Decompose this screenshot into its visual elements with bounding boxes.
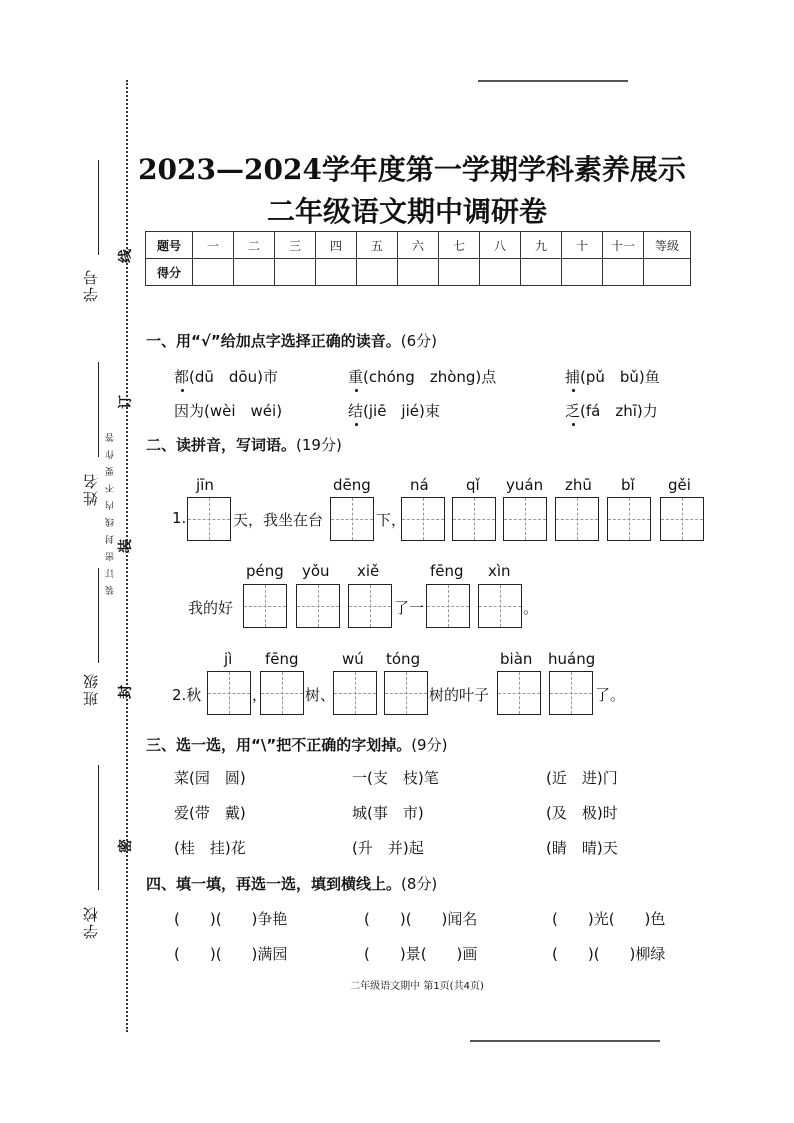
char-grid[interactable] — [260, 671, 304, 715]
s1-item-2[interactable] — [348, 366, 496, 387]
score-header-cell: 六 — [398, 232, 439, 259]
score-header-cell: 四 — [316, 232, 357, 259]
school-label: 学校 — [82, 905, 100, 939]
score-table-header-row — [146, 232, 691, 259]
seal-char-zhuang: 装 — [118, 539, 134, 553]
char-grid[interactable] — [555, 497, 599, 541]
s3-item[interactable]: 爱(带 戴) — [174, 804, 246, 822]
s3-item[interactable]: (及 极)时 — [546, 804, 618, 822]
s2-line2-text1: 我的好 — [188, 599, 234, 617]
score-cell[interactable] — [193, 259, 234, 286]
s2-line3-text3: 树的叶子 — [429, 686, 490, 704]
pinyin: péng — [246, 562, 284, 580]
section4-title: 四、填一填，再选一选，填到横线上。 — [146, 875, 402, 893]
pinyin: tóng — [386, 650, 421, 668]
s1-options: (jiē jié)束 — [363, 402, 440, 420]
char-grid[interactable] — [187, 497, 231, 541]
pinyin: zhū — [565, 476, 592, 494]
char-grid[interactable] — [401, 497, 445, 541]
s3-item[interactable]: (睛 晴)天 — [546, 839, 618, 857]
score-header-cell: 一 — [193, 232, 234, 259]
class-field — [98, 568, 99, 663]
class-label: 班级 — [82, 672, 100, 706]
pinyin: gěi — [668, 476, 691, 494]
score-cell[interactable] — [439, 259, 480, 286]
char-grid[interactable] — [503, 497, 547, 541]
score-header-cell: 五 — [357, 232, 398, 259]
pinyin: qǐ — [466, 476, 480, 494]
page-footer: 二年级语文期中 第1页(共4页) — [350, 981, 484, 992]
pinyin: dēng — [333, 476, 371, 494]
char-grid[interactable] — [497, 671, 541, 715]
s2-line3-text4: 了。 — [595, 686, 626, 704]
s2-line3-text2: 树、 — [305, 686, 336, 704]
s1-item-4[interactable] — [174, 400, 282, 421]
s1-item-6[interactable] — [565, 400, 658, 421]
section3-title: 三、选一选，用“\”把不正确的字划掉。 — [146, 736, 412, 754]
pinyin: ná — [410, 476, 429, 494]
score-table-score-row — [146, 259, 691, 286]
char-grid[interactable] — [296, 584, 340, 628]
s1-item-1[interactable] — [174, 366, 278, 387]
char-grid[interactable] — [549, 671, 593, 715]
s4-item[interactable]: ( )( )柳绿 — [552, 945, 666, 963]
char-grid[interactable] — [348, 584, 392, 628]
seal-char-feng: 封 — [118, 685, 134, 699]
s1-dotted-char: 结 — [348, 402, 364, 420]
char-grid[interactable] — [426, 584, 470, 628]
char-grid[interactable] — [384, 671, 428, 715]
char-grid[interactable] — [333, 671, 377, 715]
score-cell[interactable] — [644, 259, 691, 286]
score-header-cell: 七 — [439, 232, 480, 259]
char-grid[interactable] — [478, 584, 522, 628]
score-header-cell: 等级 — [644, 232, 691, 259]
s1-options: (chóng zhòng)点 — [363, 368, 497, 386]
section2-title: 二、读拼音，写词语。 — [146, 436, 297, 454]
score-cell[interactable] — [480, 259, 521, 286]
s2-line2-text3: 。 — [523, 599, 539, 617]
pinyin: bǐ — [621, 476, 635, 494]
pinyin: biàn — [500, 650, 533, 668]
s1-dotted-char: 乏 — [565, 402, 581, 420]
s2-line1-text2: 下， — [376, 511, 407, 529]
exam-title: 2023—2024学年度第一学期学科素养展示 — [138, 153, 686, 186]
section1-heading — [146, 330, 437, 351]
s1-options: (fá zhī)力 — [580, 402, 658, 420]
score-cell[interactable] — [562, 259, 603, 286]
s1-dotted-char: 重 — [348, 368, 364, 386]
s4-item[interactable]: ( )( )闻名 — [364, 910, 478, 928]
seal-char-xian: 线 — [118, 249, 134, 263]
score-cell[interactable] — [234, 259, 275, 286]
s1-options: (pǔ bǔ)鱼 — [580, 368, 660, 386]
s3-item[interactable]: (升 并)起 — [352, 839, 424, 857]
pinyin: yuán — [506, 476, 544, 494]
s4-item[interactable]: ( )光( )色 — [552, 910, 666, 928]
s1-options: 为(wèi wéi) — [189, 402, 283, 420]
score-header-cell: 九 — [521, 232, 562, 259]
school-field — [98, 765, 99, 890]
score-header-cell: 二 — [234, 232, 275, 259]
s3-item[interactable]: 菜(园 圆) — [174, 769, 246, 787]
student-id-label: 学号 — [82, 268, 100, 302]
s2-line2-text2: 了一 — [394, 599, 425, 617]
pinyin: fēng — [265, 650, 299, 668]
section4-heading — [146, 873, 437, 894]
score-header-cell: 三 — [275, 232, 316, 259]
section4-points: (8分) — [401, 875, 438, 893]
pinyin: huáng — [548, 650, 596, 668]
s3-item[interactable]: 一(支 枝)笔 — [352, 769, 439, 787]
score-cell[interactable] — [316, 259, 357, 286]
top-rule — [478, 80, 628, 82]
char-grid[interactable] — [207, 671, 251, 715]
section1-points: (6分) — [400, 332, 437, 350]
score-cell[interactable] — [275, 259, 316, 286]
s1-dotted-char: 都 — [174, 368, 190, 386]
binding-note: 装订密封线内不要作答 — [106, 425, 116, 595]
pinyin: fēng — [430, 562, 464, 580]
s1-char: 因 — [174, 402, 190, 420]
score-cell[interactable] — [357, 259, 398, 286]
section1-title: 一、用“√”给加点字选择正确的读音。 — [146, 332, 401, 350]
char-grid[interactable] — [607, 497, 651, 541]
score-header-cell: 十 — [562, 232, 603, 259]
pinyin: yǒu — [302, 562, 330, 580]
bottom-rule — [470, 1040, 660, 1042]
s4-item[interactable]: ( )( )满园 — [174, 945, 288, 963]
score-cell[interactable] — [603, 259, 644, 286]
s4-item[interactable]: ( )景( )画 — [364, 945, 478, 963]
score-row-label: 得分 — [146, 259, 193, 286]
score-header-cell: 八 — [480, 232, 521, 259]
pinyin: jì — [224, 650, 233, 668]
s2-line1-prefix: 1. — [172, 509, 187, 527]
s3-item[interactable]: 城(事 市) — [352, 804, 424, 822]
pinyin: jīn — [196, 476, 214, 494]
name-label: 姓名 — [82, 472, 100, 506]
score-table — [145, 231, 691, 286]
pinyin: xiě — [357, 562, 380, 580]
seal-char-mi: 密 — [118, 839, 134, 853]
score-header-cell: 题号 — [146, 232, 193, 259]
char-grid[interactable] — [660, 497, 704, 541]
section2-points: (19分) — [296, 436, 342, 454]
s2-line3-text1: ， — [252, 686, 268, 704]
s1-dotted-char: 捕 — [565, 368, 581, 386]
s3-item[interactable]: (桂 挂)花 — [174, 839, 246, 857]
s3-item[interactable]: (近 进)门 — [546, 769, 618, 787]
char-grid[interactable] — [243, 584, 287, 628]
s2-line1-text1: 天，我坐在台 — [233, 511, 324, 529]
score-header-cell: 十一 — [603, 232, 644, 259]
seal-char-ding: 订 — [118, 395, 134, 409]
exam-subtitle: 二年级语文期中调研卷 — [266, 195, 547, 228]
s1-options: (dū dōu)市 — [189, 368, 278, 386]
s4-item[interactable]: ( )( )争艳 — [174, 910, 288, 928]
char-grid[interactable] — [330, 497, 374, 541]
score-cell[interactable] — [398, 259, 439, 286]
section3-points: (9分) — [411, 736, 448, 754]
section2-heading — [146, 434, 342, 455]
s1-item-5[interactable] — [348, 400, 440, 421]
section3-heading — [146, 734, 447, 755]
score-cell[interactable] — [521, 259, 562, 286]
pinyin: xìn — [488, 562, 511, 580]
s2-line3-prefix: 2.秋 — [172, 686, 202, 704]
char-grid[interactable] — [452, 497, 496, 541]
name-field — [98, 362, 99, 457]
s1-item-3[interactable] — [565, 366, 660, 387]
pinyin: wú — [342, 650, 364, 668]
